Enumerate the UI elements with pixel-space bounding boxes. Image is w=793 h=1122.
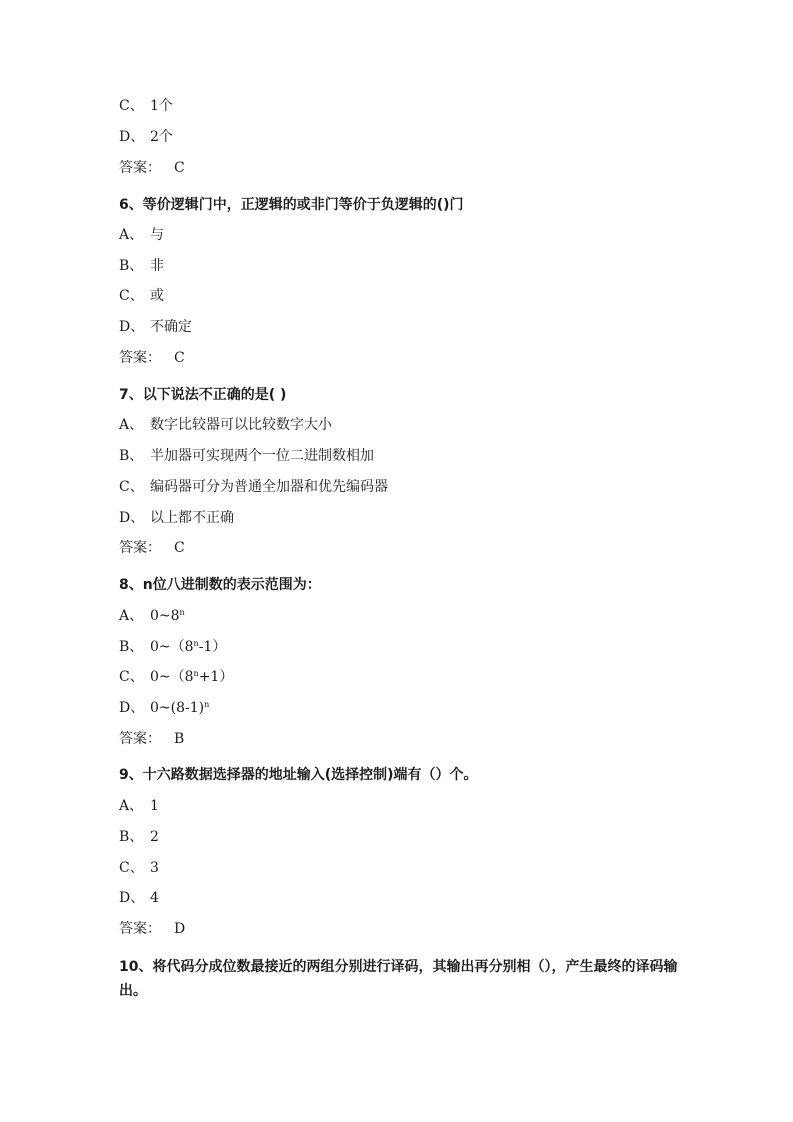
option-text: 非 xyxy=(150,258,164,274)
option-line xyxy=(119,669,233,685)
option-line xyxy=(119,639,226,655)
answer-line xyxy=(119,350,185,366)
option-text: 2个 xyxy=(150,129,173,145)
option-line xyxy=(119,798,159,814)
option-line xyxy=(119,608,185,624)
answer-value: C xyxy=(174,350,185,366)
question-title: 6、等价逻辑门中，正逻辑的或非门等价于负逻辑的()门 xyxy=(119,197,464,213)
option-letter: A、 xyxy=(119,417,144,433)
option-letter: A、 xyxy=(119,798,144,814)
answer-line xyxy=(119,540,185,556)
superscript: n xyxy=(204,700,210,709)
option-line xyxy=(119,890,159,906)
answer-label: 答案： xyxy=(119,921,161,937)
option-text: 0~8 xyxy=(150,608,180,624)
option-line xyxy=(119,829,159,845)
question-title: 7、以下说法不正确的是( ) xyxy=(119,387,287,403)
option-letter: D、 xyxy=(119,890,145,906)
answer-line xyxy=(119,731,184,747)
option-text: 0~（8 xyxy=(150,669,194,685)
option-letter: A、 xyxy=(119,608,144,624)
option-text-after: -1） xyxy=(198,639,227,655)
option-text: 数字比较器可以比较数字大小 xyxy=(150,417,332,433)
answer-label: 答案： xyxy=(119,540,161,556)
option-line xyxy=(119,417,332,433)
option-text: 3 xyxy=(150,860,159,876)
option-text: 编码器可分为普通全加器和优先编码器 xyxy=(150,479,388,495)
option-letter: C、 xyxy=(119,669,144,685)
answer-value: D xyxy=(174,921,186,937)
answer-label: 答案： xyxy=(119,731,161,747)
option-letter: D、 xyxy=(119,510,145,526)
option-letter: C、 xyxy=(119,860,144,876)
option-letter: D、 xyxy=(119,129,145,145)
superscript: n xyxy=(179,608,185,617)
option-line xyxy=(119,510,234,526)
option-line xyxy=(119,98,173,114)
option-line xyxy=(119,258,164,274)
option-text: 1个 xyxy=(150,98,173,114)
option-letter: B、 xyxy=(119,258,144,274)
answer-line xyxy=(119,160,185,176)
option-text: 或 xyxy=(150,288,164,304)
answer-value: C xyxy=(174,160,185,176)
option-line xyxy=(119,448,374,464)
option-text: 0~（8 xyxy=(150,639,194,655)
answer-label: 答案： xyxy=(119,350,161,366)
option-text: 与 xyxy=(150,227,164,243)
option-letter: C、 xyxy=(119,288,144,304)
option-line xyxy=(119,227,164,243)
option-line xyxy=(119,288,164,304)
option-line xyxy=(119,860,159,876)
option-line xyxy=(119,700,209,716)
option-text: 2 xyxy=(150,829,159,845)
option-letter: D、 xyxy=(119,319,145,335)
option-text: 0~(8-1) xyxy=(150,700,205,716)
superscript: n xyxy=(193,639,199,648)
option-text: 不确定 xyxy=(150,319,192,335)
answer-value: B xyxy=(174,731,185,747)
question-title: 8、n位八进制数的表示范围为： xyxy=(119,577,321,593)
option-line xyxy=(119,129,173,145)
option-text: 4 xyxy=(150,890,159,906)
option-text: 1 xyxy=(150,798,159,814)
option-letter: C、 xyxy=(119,479,144,495)
option-letter: B、 xyxy=(119,829,144,845)
option-text: 以上都不正确 xyxy=(150,510,234,526)
option-line xyxy=(119,479,388,495)
option-letter: A、 xyxy=(119,227,144,243)
superscript: n xyxy=(193,669,199,678)
option-letter: D、 xyxy=(119,700,145,716)
option-letter: B、 xyxy=(119,448,144,464)
answer-value: C xyxy=(174,540,185,556)
option-letter: B、 xyxy=(119,639,144,655)
question-title: 10、将代码分成位数最接近的两组分别进行译码，其输出再分别相（），产生最终的译码输出。 xyxy=(119,959,678,999)
option-line xyxy=(119,319,192,335)
question-title: 9、十六路数据选择器的地址输入(选择控制)端有（）个。 xyxy=(119,767,478,783)
option-text-after: +1） xyxy=(198,669,234,685)
answer-line xyxy=(119,921,185,937)
option-letter: C、 xyxy=(119,98,144,114)
option-text: 半加器可实现两个一位二进制数相加 xyxy=(150,448,374,464)
answer-label: 答案： xyxy=(119,160,161,176)
